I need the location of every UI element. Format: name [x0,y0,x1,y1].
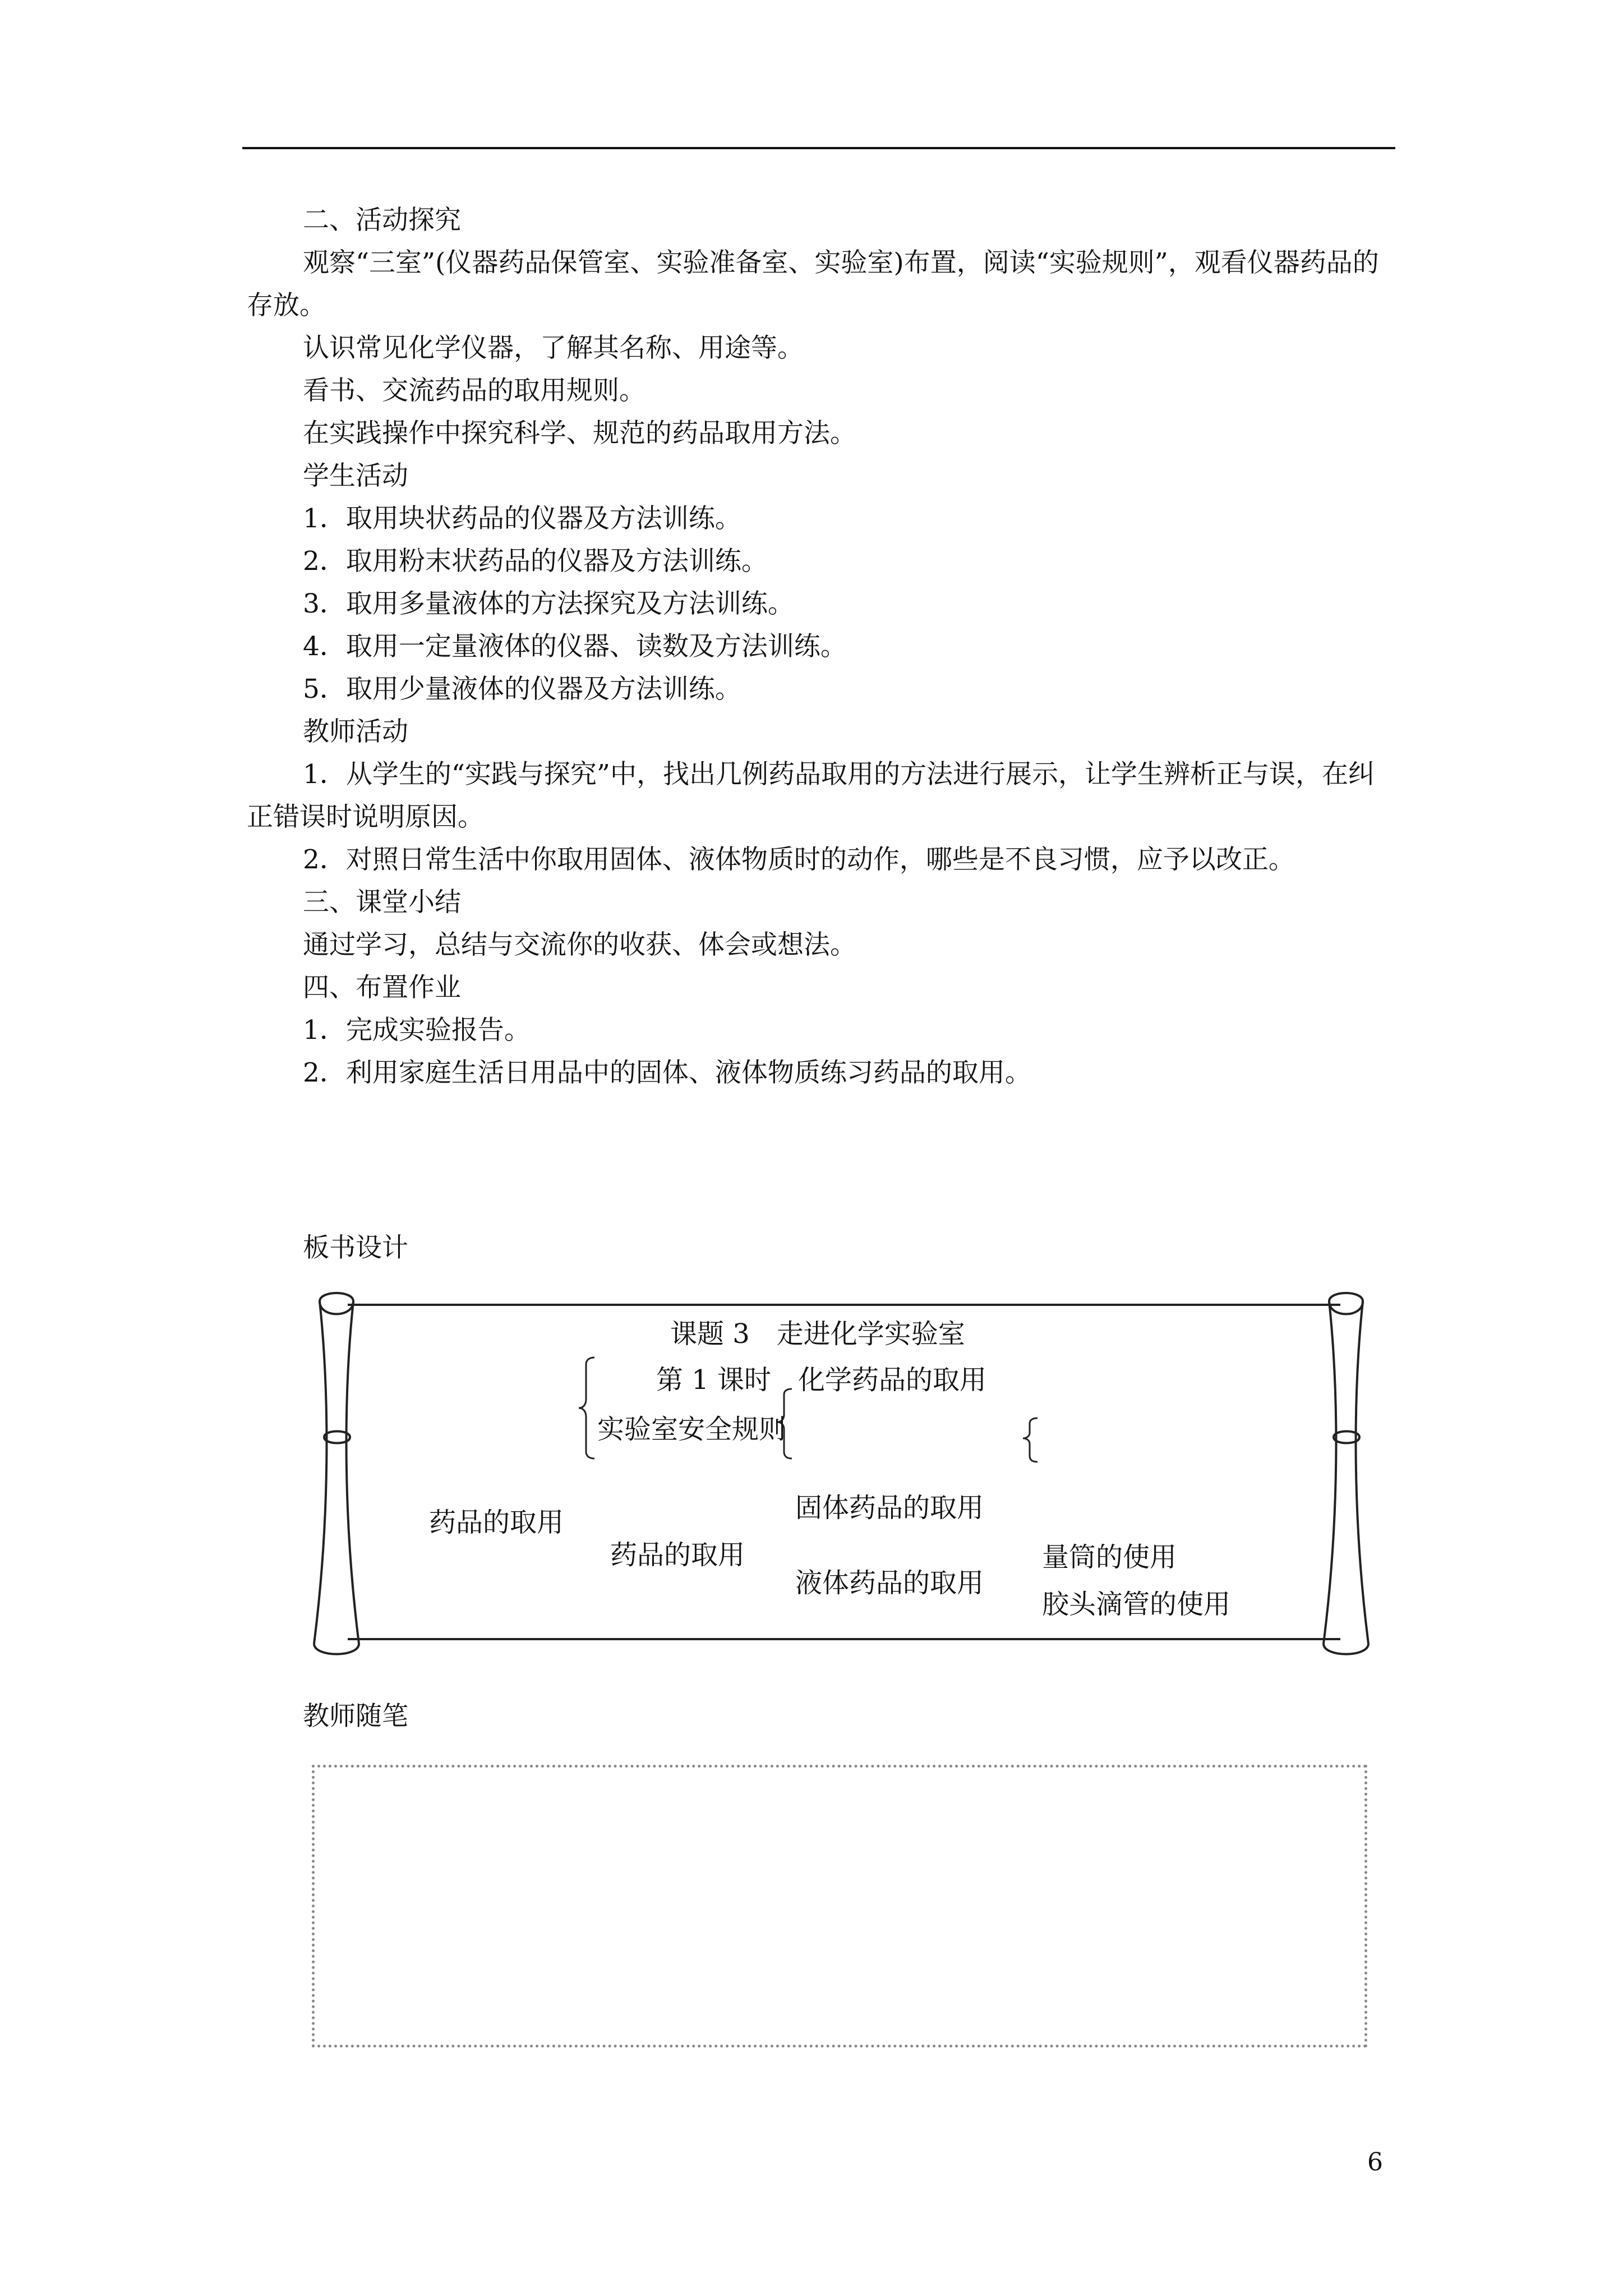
board-branch-liquid: 液体药品的取用 [795,1567,984,1599]
subheading-student-activity: 学生活动 [303,461,408,491]
list-item: 1．完成实验报告。 [303,1015,531,1046]
page-number: 6 [1367,2148,1383,2177]
board-branch-taking: 药品的取用 [610,1539,745,1571]
subheading-teacher-activity: 教师活动 [303,716,408,747]
board-title-line2: 第 1 课时 化学药品的取用 [656,1364,987,1396]
list-item: 4．取用一定量液体的仪器、读数及方法训练。 [303,631,847,662]
teacher-notes-label: 教师随笔 [303,1701,408,1732]
board-design-scroll [303,1285,1396,1672]
board-title-line1: 课题 3 走进化学实验室 [670,1318,965,1350]
board-leaf-cylinder: 量筒的使用 [1042,1542,1177,1573]
list-item: 2．取用粉末状药品的仪器及方法训练。 [303,546,768,577]
board-leaf-dropper: 胶头滴管的使用 [1042,1589,1231,1620]
board-branch-safety: 实验室安全规则 [597,1414,786,1445]
section-heading-homework: 四、布置作业 [303,972,461,1003]
paragraph-practice: 在实践操作中探究科学、规范的药品取用方法。 [303,418,856,449]
list-item: 1．取用块状药品的仪器及方法训练。 [303,503,741,534]
paragraph-observe-rooms: 观察“三室”(仪器药品保管室、实验准备室、实验室)布置，阅读“实验规则”，观看仪器药品的存放。 [247,247,1379,321]
list-item: 2．利用家庭生活日用品中的固体、液体物质练习药品的取用。 [303,1057,1031,1088]
list-item: 1．从学生的“实践与探究”中，找出几例药品取用的方法进行展示，让学生辨析正与误，在纠正错误时说明原因。 [247,759,1375,832]
list-item: 5．取用少量液体的仪器及方法训练。 [303,674,741,705]
header-rule [242,147,1395,149]
paragraph-summary: 通过学习，总结与交流你的收获、体会或想法。 [303,930,856,960]
section-heading-activity: 二、活动探究 [303,205,461,236]
list-item: 3．取用多量液体的方法探究及方法训练。 [303,588,794,619]
teacher-notes-box [312,1765,1367,2047]
paragraph-know-instruments: 认识常见化学仪器，了解其名称、用途等。 [303,333,804,364]
board-root-node: 药品的取用 [429,1507,564,1538]
list-item: 2．对照日常生活中你取用固体、液体物质时的动作，哪些是不良习惯，应予以改正。 [303,844,1295,875]
section-heading-summary: 三、课堂小结 [303,887,461,918]
board-leaf-solid: 固体药品的取用 [795,1492,984,1524]
lesson-body [247,199,1394,1094]
paragraph-read-rules: 看书、交流药品的取用规则。 [303,375,645,406]
board-design-label: 板书设计 [303,1232,408,1263]
